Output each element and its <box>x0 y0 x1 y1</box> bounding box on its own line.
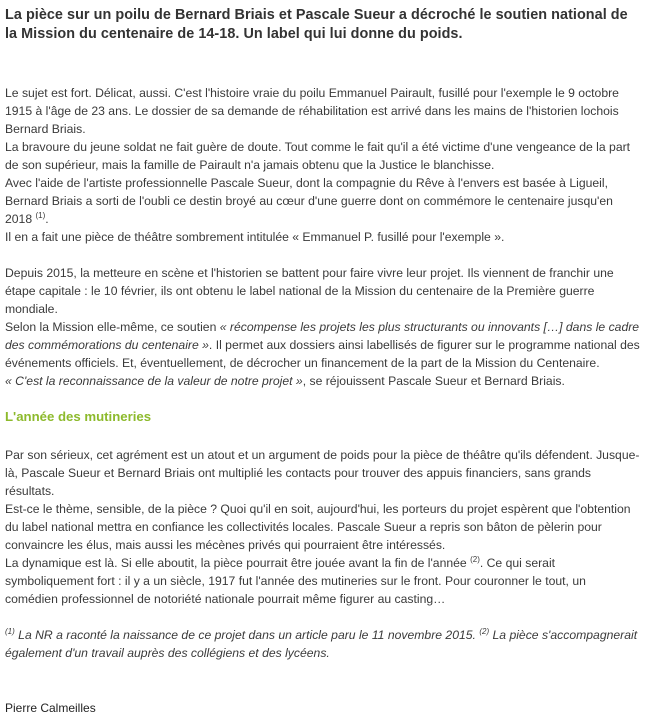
text-line: Il en a fait une pièce de théâtre sombrement intitulée « Emmanuel P. fusillé pour l'exemple ». <box>5 230 505 244</box>
text-line <box>5 174 642 228</box>
text-line <box>5 554 642 608</box>
text-line: La bravoure du jeune soldat ne fait guère de doute. Tout comme le fait qu'il a été victime d'une vengeance de la part de son supérieur, mais la famille de Pairault n'a jamais obtenu que la Justice le blanchisse. <box>5 140 631 172</box>
spacer <box>5 246 642 264</box>
section-title: L'année des mutineries <box>5 409 152 424</box>
footnote-1: La NR a raconté la naissance de ce projet dans un article paru le 11 novembre 2015. <box>14 628 480 642</box>
footnote-2: La pièce s'accompagnerait également d'un travail auprès des collégiens et des lycéens. <box>5 628 638 660</box>
text-span: Selon la Mission elle-même, ce soutien <box>5 320 220 334</box>
text-line: Par son sérieux, cet agrément est un atout et un argument de poids pour la pièce de théâtre qu'ils défendent. Jusque-là, Pascale Sueur et Bernard Briais ont multiplié les contacts pour trouver des appuis financiers, sans grands résultats. <box>5 448 640 498</box>
text-line <box>5 372 642 390</box>
text-line: Depuis 2015, la metteure en scène et l'historien se battent pour faire vivre leur projet. Ils viennent de franchir une étape capitale : le 10 février, ils ont obtenu le label national de la Mission du centenaire de la Première guerre mondiale. <box>5 266 614 316</box>
text-span: , se réjouissent Pascale Sueur et Bernard Briais. <box>302 374 565 388</box>
footnote-ref: (2) <box>470 554 480 564</box>
text-line <box>5 318 642 372</box>
quote: « récompense les projets les plus structurants ou innovants […] dans le cadre des commémorations du centenaire » <box>5 320 640 352</box>
footnote-marker: (1) <box>5 626 15 636</box>
footnote-text <box>5 626 642 662</box>
text-span: . Ce qui serait symboliquement fort : il y a un siècle, 1917 fut l'année des mutineries sur le front. Pour couronner le tout, un comédien professionnel de notoriété nationale pourrait même figurer au casting… <box>5 556 586 606</box>
paragraph-mutineries <box>5 446 642 608</box>
footnote-ref: (1) <box>35 210 46 220</box>
quote: « C'est la reconnaissance de la valeur de notre projet » <box>5 374 303 388</box>
footnote-marker: (2) <box>479 626 490 636</box>
text-span: La dynamique est là. Si elle aboutit, la pièce pourrait être jouée avant la fin de l'année <box>5 556 471 570</box>
footnotes <box>5 626 642 662</box>
text-span: . Il permet aux dossiers ainsi labellisés de figurer sur le programme national des événements officiels. Et, éventuellement, de décrocher un financement de la part de la Mission du Centenaire. <box>5 338 640 370</box>
paragraph-intro <box>5 84 642 246</box>
paragraph-label <box>5 264 642 390</box>
text-line: Le sujet est fort. Délicat, aussi. C'est l'histoire vraie du poilu Emmanuel Pairault, fusillé pour l'exemple le 9 octobre 1915 à l'âge de 23 ans. Le dossier de sa demande de réhabilitation est arrivé dans les mains de l'historien lochois Bernard Briais. <box>5 86 619 136</box>
headline: La pièce sur un poilu de Bernard Briais et Pascale Sueur a décroché le soutien national de la Mission du centenaire de 14-18. Un label qui lui donne du poids. <box>5 7 628 42</box>
text-line: Est-ce le thème, sensible, de la pièce ? Quoi qu'il en soit, aujourd'hui, les porteurs du projet espèrent que l'obtention du label national mettra en confiance les collectivités locales. Pascale Sueur a repris son bâton de pèlerin pour convaincre les élus, mais aussi les mécènes privés qui pourraient être intéressés. <box>5 502 631 552</box>
author-name: Pierre Calmeilles <box>5 701 96 715</box>
text-span: Avec l'aide de l'artiste professionnelle Pascale Sueur, dont la compagnie du Rêve à l'envers est basée à Ligueil, Bernard Briais a sorti de l'oubli ce destin broyé au cœur d'une guerre dont on commémore le centenaire jusqu'en 2018 <box>5 176 613 226</box>
text-span: . <box>45 212 49 226</box>
